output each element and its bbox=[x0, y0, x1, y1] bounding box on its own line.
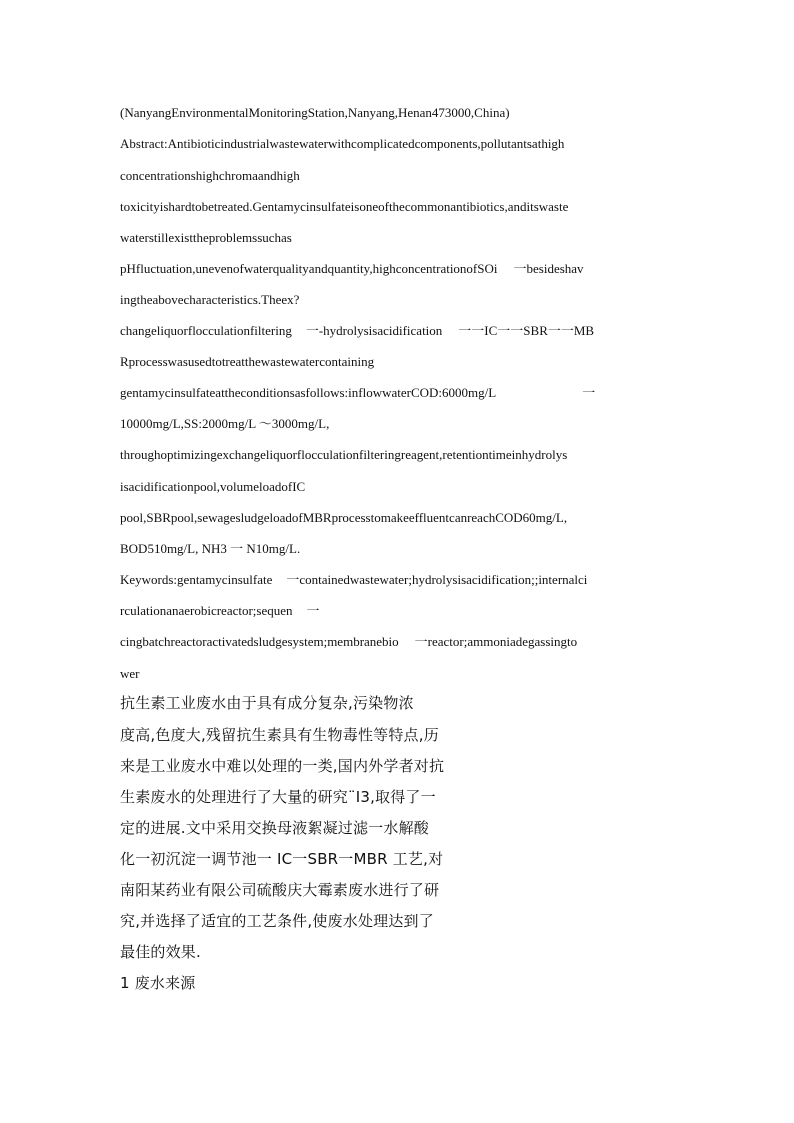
abstract-line bbox=[120, 384, 595, 402]
body-paragraph-line: 定的进展.文中采用交换母液絮凝过滤一水解酸 bbox=[120, 819, 429, 837]
body-paragraph-line: 化一初沉淀一调节池一 IC一SBR一MBR 工艺,对 bbox=[120, 850, 444, 868]
abstract-line: Abstract:Antibioticindustrialwastewaterwithcomplicatedcomponents,pollutantsathigh bbox=[120, 136, 565, 151]
abstract-line: ingtheabovecharacteristics.Theex? bbox=[120, 292, 300, 307]
body-paragraph-line: 来是工业废水中难以处理的一类,国内外学者对抗 bbox=[120, 757, 445, 775]
abstract-fragment: gentamycinsulfateattheconditionsasfollows:inflowwaterCOD:6000mg/L bbox=[120, 385, 497, 400]
abstract-fragment: changeliquorflocculationfiltering bbox=[120, 323, 292, 338]
body-paragraph-line: 生素废水的处理进行了大量的研究¨I3,取得了一 bbox=[120, 788, 436, 806]
body-paragraph-line: 抗生素工业废水由于具有成分复杂,污染物浓 bbox=[120, 694, 414, 712]
body-paragraph-line: 究,并选择了适宜的工艺条件,使废水处理达到了 bbox=[120, 912, 434, 930]
abstract-line bbox=[120, 322, 594, 340]
abstract-line: Rprocesswasusedtotreatthewastewatercontaining bbox=[120, 354, 375, 369]
abstract-fragment: 一besideshav bbox=[513, 261, 584, 276]
abstract-line bbox=[120, 260, 584, 278]
abstract-fragment: pHfluctuation,unevenofwaterqualityandquantity,highconcentrationofSOi bbox=[120, 261, 498, 276]
keywords-fragment: Keywords:gentamycinsulfate bbox=[120, 572, 273, 587]
abstract-line: BOD510mg/L, NH3 一 N10mg/L. bbox=[120, 541, 301, 556]
abstract-fragment: 一-hydrolysisacidification bbox=[305, 323, 443, 338]
keywords-line: wer bbox=[120, 666, 140, 681]
abstract-line: throughoptimizingexchangeliquorflocculationfilteringreagent,retentiontimeinhydrolys bbox=[120, 447, 568, 462]
abstract-line: waterstillexisttheproblemssuchas bbox=[120, 230, 292, 245]
body-paragraph-line: 南阳某药业有限公司硫酸庆大霉素废水进行了研 bbox=[120, 881, 440, 899]
keywords-fragment: 一containedwastewater;hydrolysisacidification;;internalci bbox=[286, 572, 588, 587]
keywords-fragment: 一reactor;ammoniadegassingto bbox=[414, 634, 578, 649]
keywords-line bbox=[120, 602, 320, 620]
keywords-line bbox=[120, 571, 587, 589]
keywords-fragment: rculationanaerobicreactor;sequen bbox=[120, 603, 293, 618]
abstract-line: 10000mg/L,SS:2000mg/L ～3000mg/L, bbox=[120, 416, 330, 431]
keywords-line bbox=[120, 633, 577, 651]
affiliation-line: (NanyangEnvironmentalMonitoringStation,Nanyang,Henan473000,China) bbox=[120, 105, 510, 120]
abstract-fragment: 一一IC一一SBR一一MB bbox=[458, 323, 595, 338]
abstract-line: isacidificationpool,volumeloadofIC bbox=[120, 479, 306, 494]
abstract-line: concentrationshighchromaandhigh bbox=[120, 168, 300, 183]
abstract-line: toxicityishardtobetreated.Gentamycinsulfateisoneofthecommonantibiotics,anditswaste bbox=[120, 199, 569, 214]
keywords-fragment: cingbatchreactoractivatedsludgesystem;membranebio bbox=[120, 634, 399, 649]
body-paragraph-line: 度高,色度大,残留抗生素具有生物毒性等特点,历 bbox=[120, 726, 439, 744]
abstract-fragment: 一 bbox=[582, 385, 596, 400]
abstract-line: pool,SBRpool,sewagesludgeloadofMBRprocesstomakeeffluentcanreachCOD60mg/L, bbox=[120, 510, 568, 525]
keywords-fragment: 一 bbox=[306, 603, 320, 618]
body-paragraph-line: 最佳的效果. bbox=[120, 943, 201, 961]
section-heading: 1 废水来源 bbox=[120, 974, 196, 992]
